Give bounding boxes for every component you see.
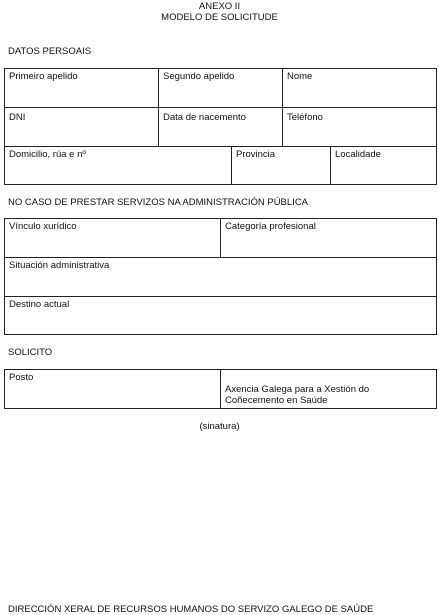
field-province[interactable] (231, 146, 331, 185)
section-public-service-heading: NO CASO DE PRESTAR SERVIZOS NA ADMINISTRACIÓN PÚBLICA (8, 197, 309, 208)
field-address[interactable] (4, 146, 232, 185)
field-legal-bond-label: Vínculo xurídico (9, 221, 77, 232)
section-personal-data-heading: DATOS PERSOAIS (8, 46, 92, 57)
footer-directorate: DIRECCIÓN XERAL DE RECURSOS HUMANOS DO SERVIZO GALEGO DE SAÚDE (8, 604, 374, 615)
field-administrative-status-label: Situación administrativa (9, 260, 110, 271)
agency-name (225, 384, 432, 406)
field-current-post-label: Destino actual (9, 299, 70, 310)
field-province-label: Provincia (236, 149, 276, 160)
field-second-surname-label: Segundo apelido (163, 71, 235, 82)
field-agency (220, 369, 437, 409)
agency-name-line-1: Axencia Galega para a Xestión do (225, 384, 370, 395)
field-birth-date-label: Data de nacemento (163, 112, 246, 123)
field-name[interactable] (282, 68, 437, 108)
field-first-surname-label: Primeiro apelido (9, 71, 78, 82)
field-locality-label: Localidade (335, 149, 381, 160)
field-post[interactable] (4, 369, 221, 409)
field-current-post[interactable] (4, 296, 437, 335)
form-title: MODELO DE SOLICITUDE (161, 12, 278, 23)
field-dni-label: DNI (9, 112, 26, 123)
field-phone-label: Teléfono (287, 112, 323, 123)
field-professional-category-label: Categoría profesional (225, 221, 316, 232)
field-locality[interactable] (330, 146, 437, 185)
agency-name-line-2: Coñecemento en Saúde (225, 395, 328, 406)
field-phone[interactable] (282, 107, 437, 147)
field-legal-bond[interactable] (4, 218, 221, 258)
field-post-label: Posto (9, 372, 34, 383)
field-administrative-status[interactable] (4, 257, 437, 297)
annex-label: ANEXO II (198, 1, 241, 12)
field-first-surname[interactable] (4, 68, 159, 108)
field-second-surname[interactable] (158, 68, 283, 108)
field-professional-category[interactable] (220, 218, 437, 258)
field-address-label: Domicilio, rúa e nº (9, 149, 86, 160)
field-dni[interactable] (4, 107, 159, 147)
section-request-heading: SOLICITO (8, 347, 53, 358)
field-name-label: Nome (287, 71, 313, 82)
field-birth-date[interactable] (158, 107, 283, 147)
signature-label: (sinatura) (199, 421, 240, 432)
